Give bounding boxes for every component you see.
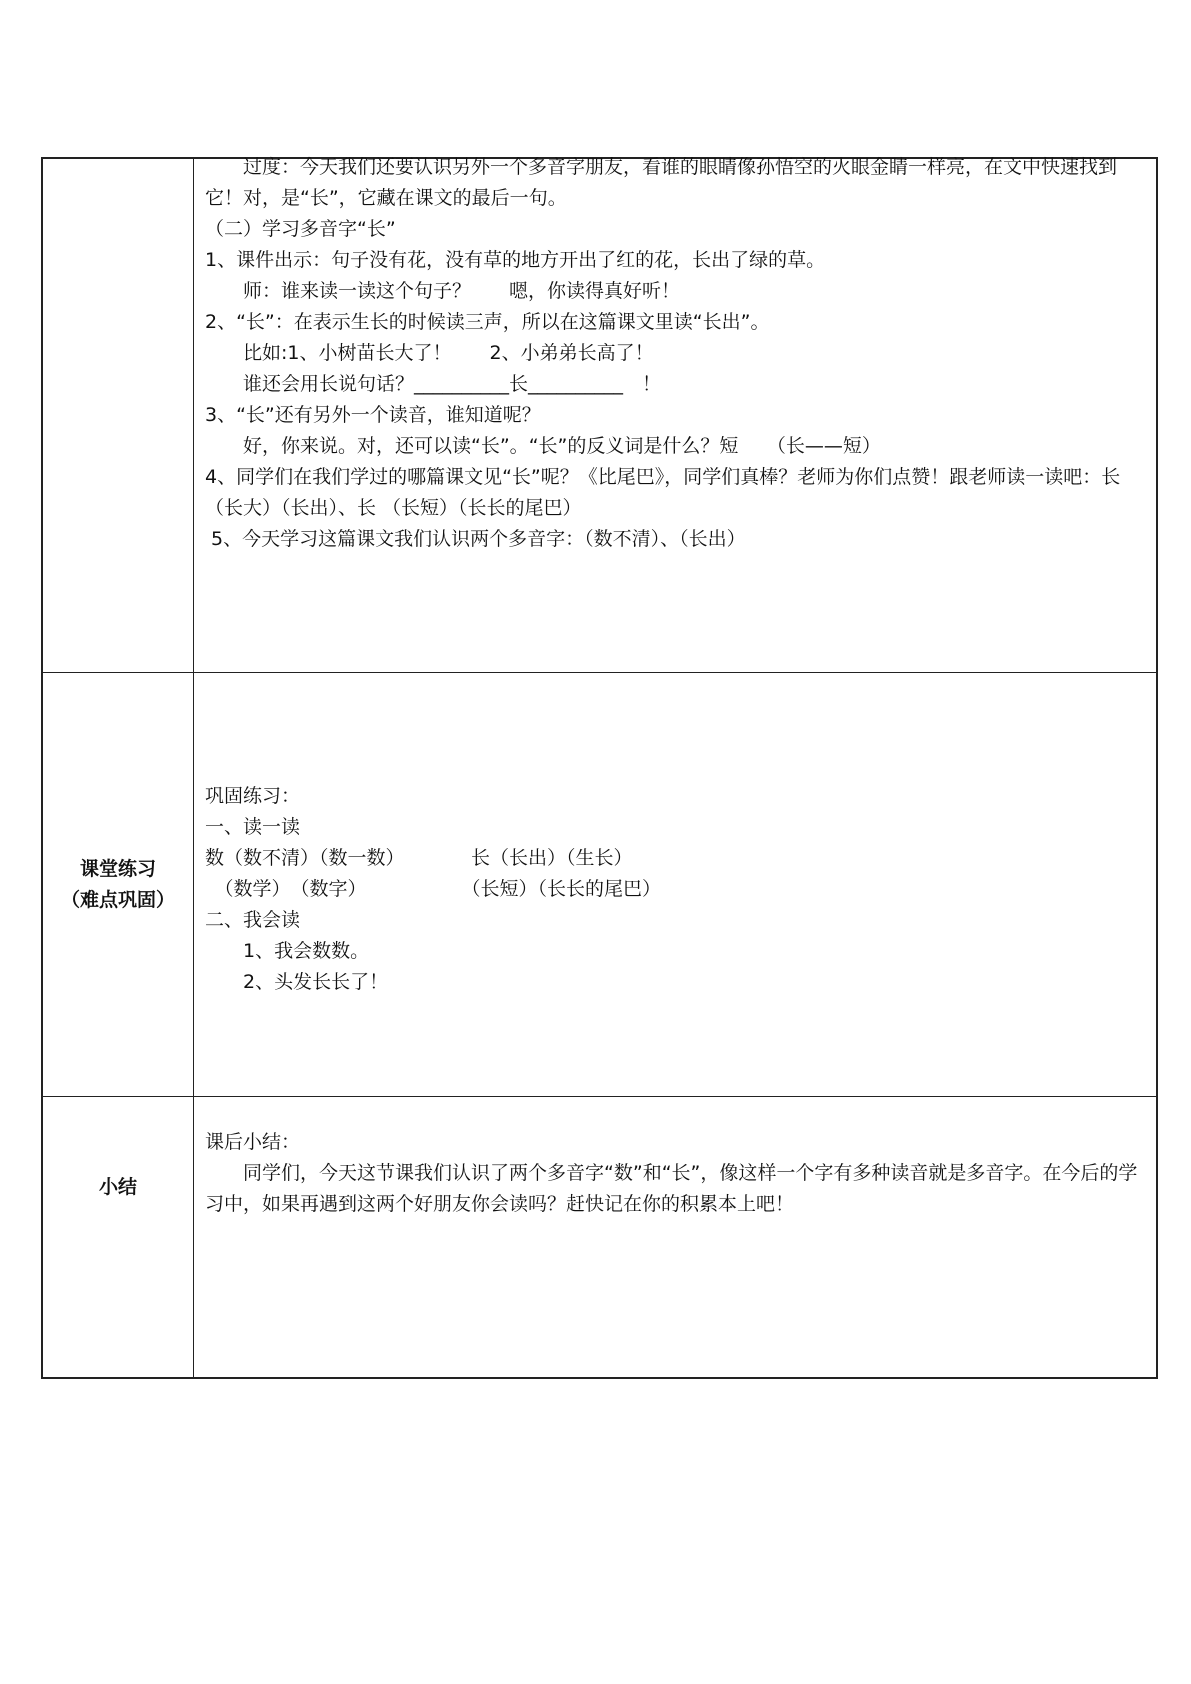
- step-1: 1、课件出示：句子没有花，没有草的地方开出了红的花，长出了绿的草。: [205, 249, 826, 271]
- row-divider: [43, 1096, 1156, 1097]
- summary-content: [205, 1127, 1142, 1220]
- lesson-plan-table: [41, 157, 1158, 1379]
- can-read-item-2: 2、头发长长了！: [205, 971, 389, 993]
- summary-paragraph: 同学们，今天这节课我们认识了两个多音字“数”和“长”，像这样一个字有多种读音就是多音字。在今后的学习中，如果再遇到这两个好朋友你会读吗？赶快记在你的积累本上吧！: [205, 1162, 1138, 1215]
- antonym-line: 好，你来说。对，还可以读“长”。“长”的反义词是什么？短 （长——短）: [205, 435, 881, 457]
- can-read-item-1: 1、我会数数。: [205, 940, 370, 962]
- step-5: 5、今天学习这篇课文我们认识两个多音字：（数不清）、（长出）: [205, 528, 746, 550]
- step-4: 4、同学们在我们学过的哪篇课文见“长”呢？《比尾巴》，同学们真棒？老师为你们点赞！跟老师读一读吧：长（长大）（长出）、长 （长短）（长长的尾巴）: [205, 466, 1121, 519]
- read-row-1: 数（数不清）（数一数） 长（长出）（生长）: [205, 847, 633, 869]
- step-2: 2、“长”：在表示生长的时候读三声，所以在这篇课文里读“长出”。: [205, 311, 770, 333]
- read-row-2: （数学） （数字） （长短）（长长的尾巴）: [205, 878, 662, 900]
- column-divider: [193, 159, 194, 1377]
- read-heading: 一、读一读: [205, 816, 301, 838]
- practice-content: [205, 781, 1142, 998]
- step-3: 3、“长”还有另外一个读音，谁知道呢？: [205, 404, 541, 426]
- practice-label: [43, 854, 193, 916]
- teaching-process-content: [205, 152, 1142, 555]
- transition-paragraph: 过度：今天我们还要认识另外一个多音字朋友，看谁的眼睛像孙悟空的火眼金睛一样亮，在文中快速找到它！对，是“长”，它藏在课文的最后一句。: [205, 156, 1118, 209]
- can-read-heading: 二、我会读: [205, 909, 301, 931]
- practice-label-line1: 课堂练习: [79, 858, 156, 880]
- practice-heading: 巩固练习：: [205, 785, 301, 807]
- practice-label-line2: （难点巩固）: [60, 889, 175, 911]
- subheading: （二）学习多音字“长”: [205, 218, 396, 240]
- example-line: 比如:1、小树苗长大了！ 2、小弟弟长高了！: [205, 342, 654, 364]
- teacher-line: 师：谁来读一读这个句子？ 嗯，你读得真好听！: [205, 280, 681, 302]
- fill-blank-line: 谁还会用长说句话？__________长__________ ！: [205, 373, 662, 395]
- row-divider: [43, 672, 1156, 673]
- summary-heading: 课后小结：: [205, 1131, 301, 1153]
- summary-label: 小结: [98, 1176, 137, 1198]
